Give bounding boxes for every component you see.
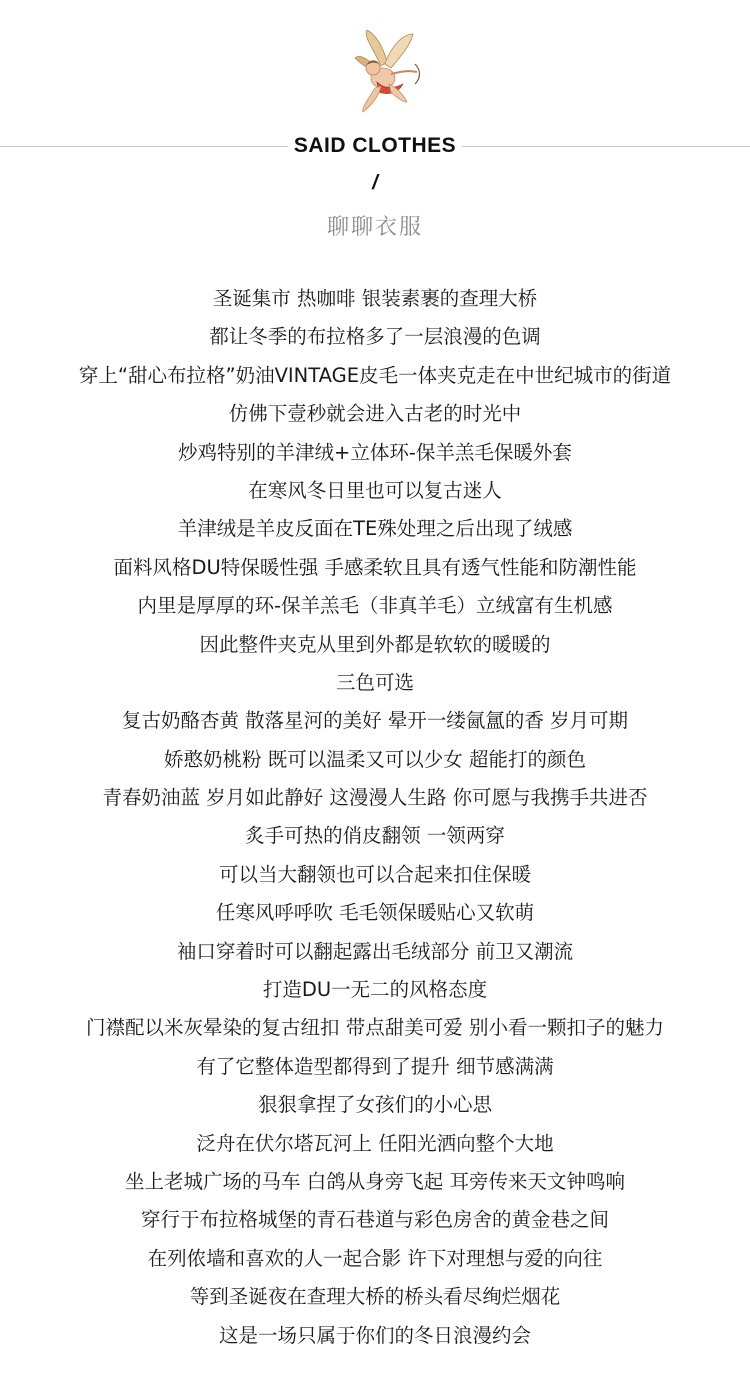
- description-line: 炒鸡特别的羊津绒+立体环-保羊羔毛保暖外套: [178, 440, 572, 464]
- description-line: 有了它整体造型都得到了提升 细节感满满: [196, 1054, 554, 1078]
- description-line: 门襟配以米灰晕染的复古纽扣 带点甜美可爱 别小看一颗扣子的魅力: [86, 1016, 664, 1040]
- section-subtitle: 聊聊衣服: [326, 215, 423, 240]
- description-line: 复古奶酪杏黄 散落星河的美好 晕开一缕氤氲的香 岁月可期: [121, 709, 629, 733]
- description-line: 穿行于布拉格城堡的青石巷道与彩色房舍的黄金巷之间: [140, 1208, 609, 1232]
- description-line: 狠狠拿捏了女孩们的小心思: [257, 1093, 492, 1117]
- description-line: 都让冬季的布拉格多了一层浪漫的色调: [209, 325, 541, 349]
- description-line: 可以当大翻领也可以合起来扣住保暖: [218, 862, 531, 886]
- description-line: 因此整件夹克从里到外都是软软的暖暖的: [199, 632, 551, 656]
- description-line: 等到圣诞夜在查理大桥的桥头看尽绚烂烟花: [189, 1285, 561, 1309]
- description-line: 三色可选: [335, 670, 414, 694]
- description-line: 圣诞集市 热咖啡 银装素裹的查理大桥: [212, 287, 538, 310]
- description-line: 泛舟在伏尔塔瓦河上 任阳光洒向整个大地: [196, 1131, 554, 1155]
- description-line: 在寒风冬日里也可以复古迷人: [248, 478, 502, 502]
- header: [0, 0, 750, 250]
- cherub-angel-icon: [333, 28, 425, 120]
- description-line: 娇憨奶桃粉 既可以温柔又可以少女 超能打的颜色: [164, 747, 586, 771]
- description-line: 仿佛下壹秒就会进入古老的时光中: [228, 402, 522, 426]
- description-line: 羊津绒是羊皮反面在TE殊处理之后出现了绒感: [177, 517, 573, 541]
- brand-title: SAID CLOTHES: [293, 134, 457, 157]
- description-line: 内里是厚厚的环-保羊羔毛（非真羊毛）立绒富有生机感: [137, 594, 613, 618]
- description-text: [0, 284, 750, 1359]
- description-line: 穿上“甜心布拉格”奶油VINTAGE皮毛一体夹克走在中世纪城市的街道: [78, 363, 672, 387]
- description-line: 袖口穿着时可以翻起露出毛绒部分 前卫又潮流: [176, 939, 574, 963]
- description-line: 青春奶油蓝 岁月如此静好 这漫漫人生路 你可愿与我携手共进否: [102, 786, 648, 810]
- description-line: 坐上老城广场的马车 白鸽从身旁飞起 耳旁传来天文钟鸣响: [125, 1169, 625, 1193]
- description-line: 炙手可热的俏皮翻领 一领两穿: [245, 824, 505, 848]
- description-line: 在列侬墙和喜欢的人一起合影 许下对理想与爱的向往: [147, 1246, 603, 1270]
- title-separator: /: [372, 172, 378, 194]
- description-line: 面料风格DU特保暖性强 手感柔软且具有透气性能和防潮性能: [113, 555, 637, 579]
- description-line: 打造DU一无二的风格态度: [262, 978, 488, 1002]
- description-line: 任寒风呼呼吹 毛毛领保暖贴心又软萌: [215, 901, 535, 925]
- description-line: 这是一场只属于你们的冬日浪漫约会: [218, 1323, 531, 1347]
